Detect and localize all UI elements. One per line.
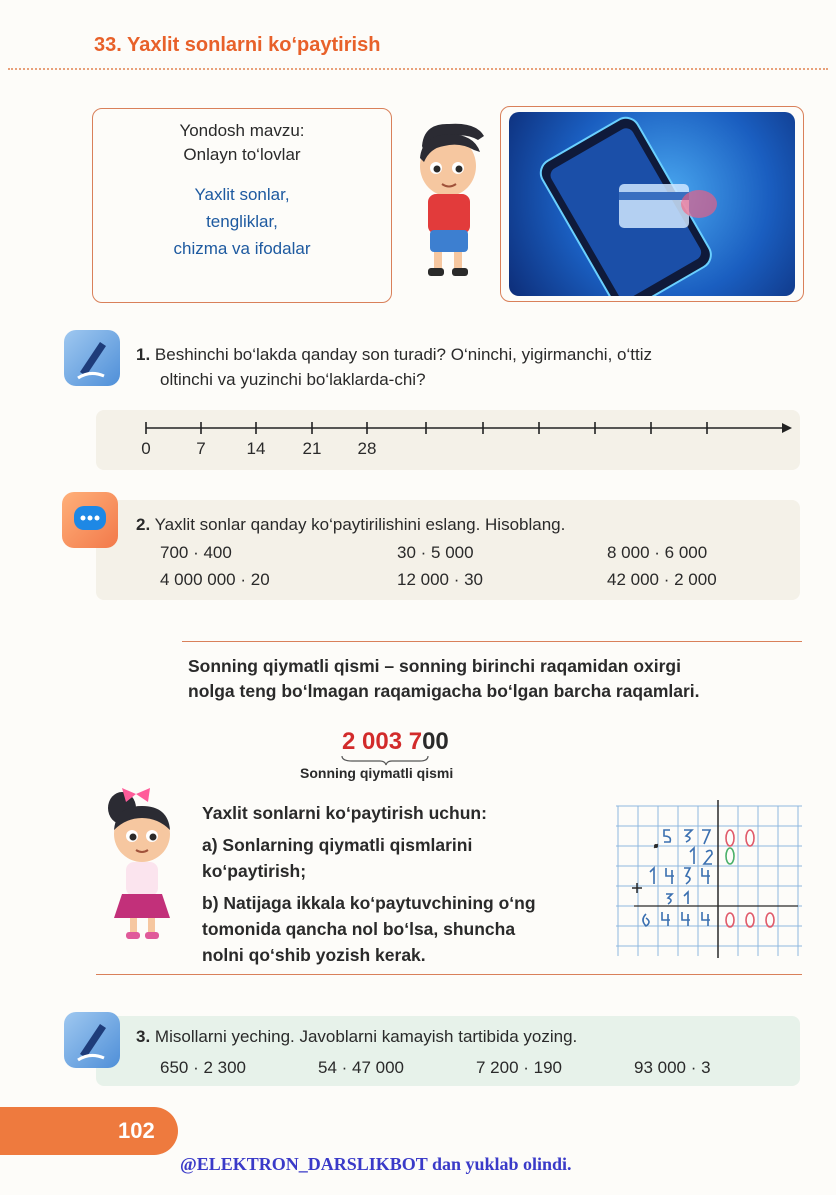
expression: 4 000 000 · 20 [160,570,270,589]
phone-card-icon [509,112,795,296]
rule-heading: Yaxlit sonlarni ko‘paytirish uchun: [202,803,487,823]
expression: 12 000 · 30 [397,570,484,589]
tick-label: 14 [246,439,266,458]
topic-item: Yaxlit sonlar, [194,185,290,204]
trailing-zeros: 00 [422,728,449,755]
footer-credit: @ELEKTRON_DARSLIKBOT dan yuklab olindi. [180,1154,572,1174]
number-line [136,418,796,464]
topic-label: Yondosh mavzu: [179,121,305,140]
related-topic-box [92,108,392,303]
online-payment-photo [500,106,804,302]
example-caption: Sonning qiymatli qismi [300,765,454,781]
expression: 42 000 · 2 000 [607,570,717,589]
multiplication-grid [614,800,804,960]
expression: 8 000 · 6 000 [607,543,708,562]
topic-name: Onlayn to‘lovlar [183,145,301,164]
expression: 30 · 5 000 [397,543,474,562]
topic-item: tengliklar, [206,212,278,231]
significant-part: 2 003 7 [342,728,423,755]
tick-label: 0 [141,439,151,458]
pencil-icon [64,1012,120,1068]
task-number: 1. [136,345,151,364]
tick-label: 7 [196,439,206,458]
tick-label: 21 [302,439,322,458]
task-2-text: 2. Yaxlit sonlar qanday ko‘paytirilishini eslang. Hisoblang. [136,515,566,534]
chat-bubble-icon [62,492,118,548]
dotted-divider [8,68,828,72]
expression: 54 · 47 000 [318,1058,405,1077]
rule-text: Yaxlit sonlarni ko‘paytirish uchun: a) Sonlarning qiymatli qismlarini ko‘paytirish; b) Natijaga ikkala ko‘paytuvchining o‘ng tomonida qancha nol bo‘lsa, shuncha nolni qo‘shib yozish kerak. [202,800,536,968]
page-title: 33. Yaxlit sonlarni ko‘paytirish [94,34,381,56]
expression: 650 · 2 300 [160,1058,247,1077]
expression: 7 200 · 190 [476,1058,563,1077]
example-number [342,728,449,756]
task-number: 3. [136,1027,151,1046]
expression: 700 · 400 [160,543,232,562]
definition: Sonning qiymatli qismi – sonning birinchi raqamidan oxirgi nolga teng bo‘lmagan raqamigacha bo‘lgan barcha raqamlari. [188,656,700,701]
divider [96,974,802,975]
expression: 93 000 · 3 [634,1058,711,1077]
divider [182,641,802,642]
task-number: 2. [136,515,151,534]
page-number: 102 [118,1118,155,1143]
task-3-text: 3. Misollarni yeching. Javoblarni kamayish tartibida yozing. [136,1027,578,1046]
boy-illustration [404,118,494,283]
pencil-icon [64,330,120,386]
task-1-text: 1. Beshinchi bo‘lakda qanday son turadi? O‘ninchi, yigirmanchi, o‘ttiz oltinchi va yuzinchi bo‘laklarda-chi? [136,345,652,389]
girl-illustration [92,786,192,946]
tick-label: 28 [357,439,377,458]
topic-item: chizma va ifodalar [173,239,311,258]
